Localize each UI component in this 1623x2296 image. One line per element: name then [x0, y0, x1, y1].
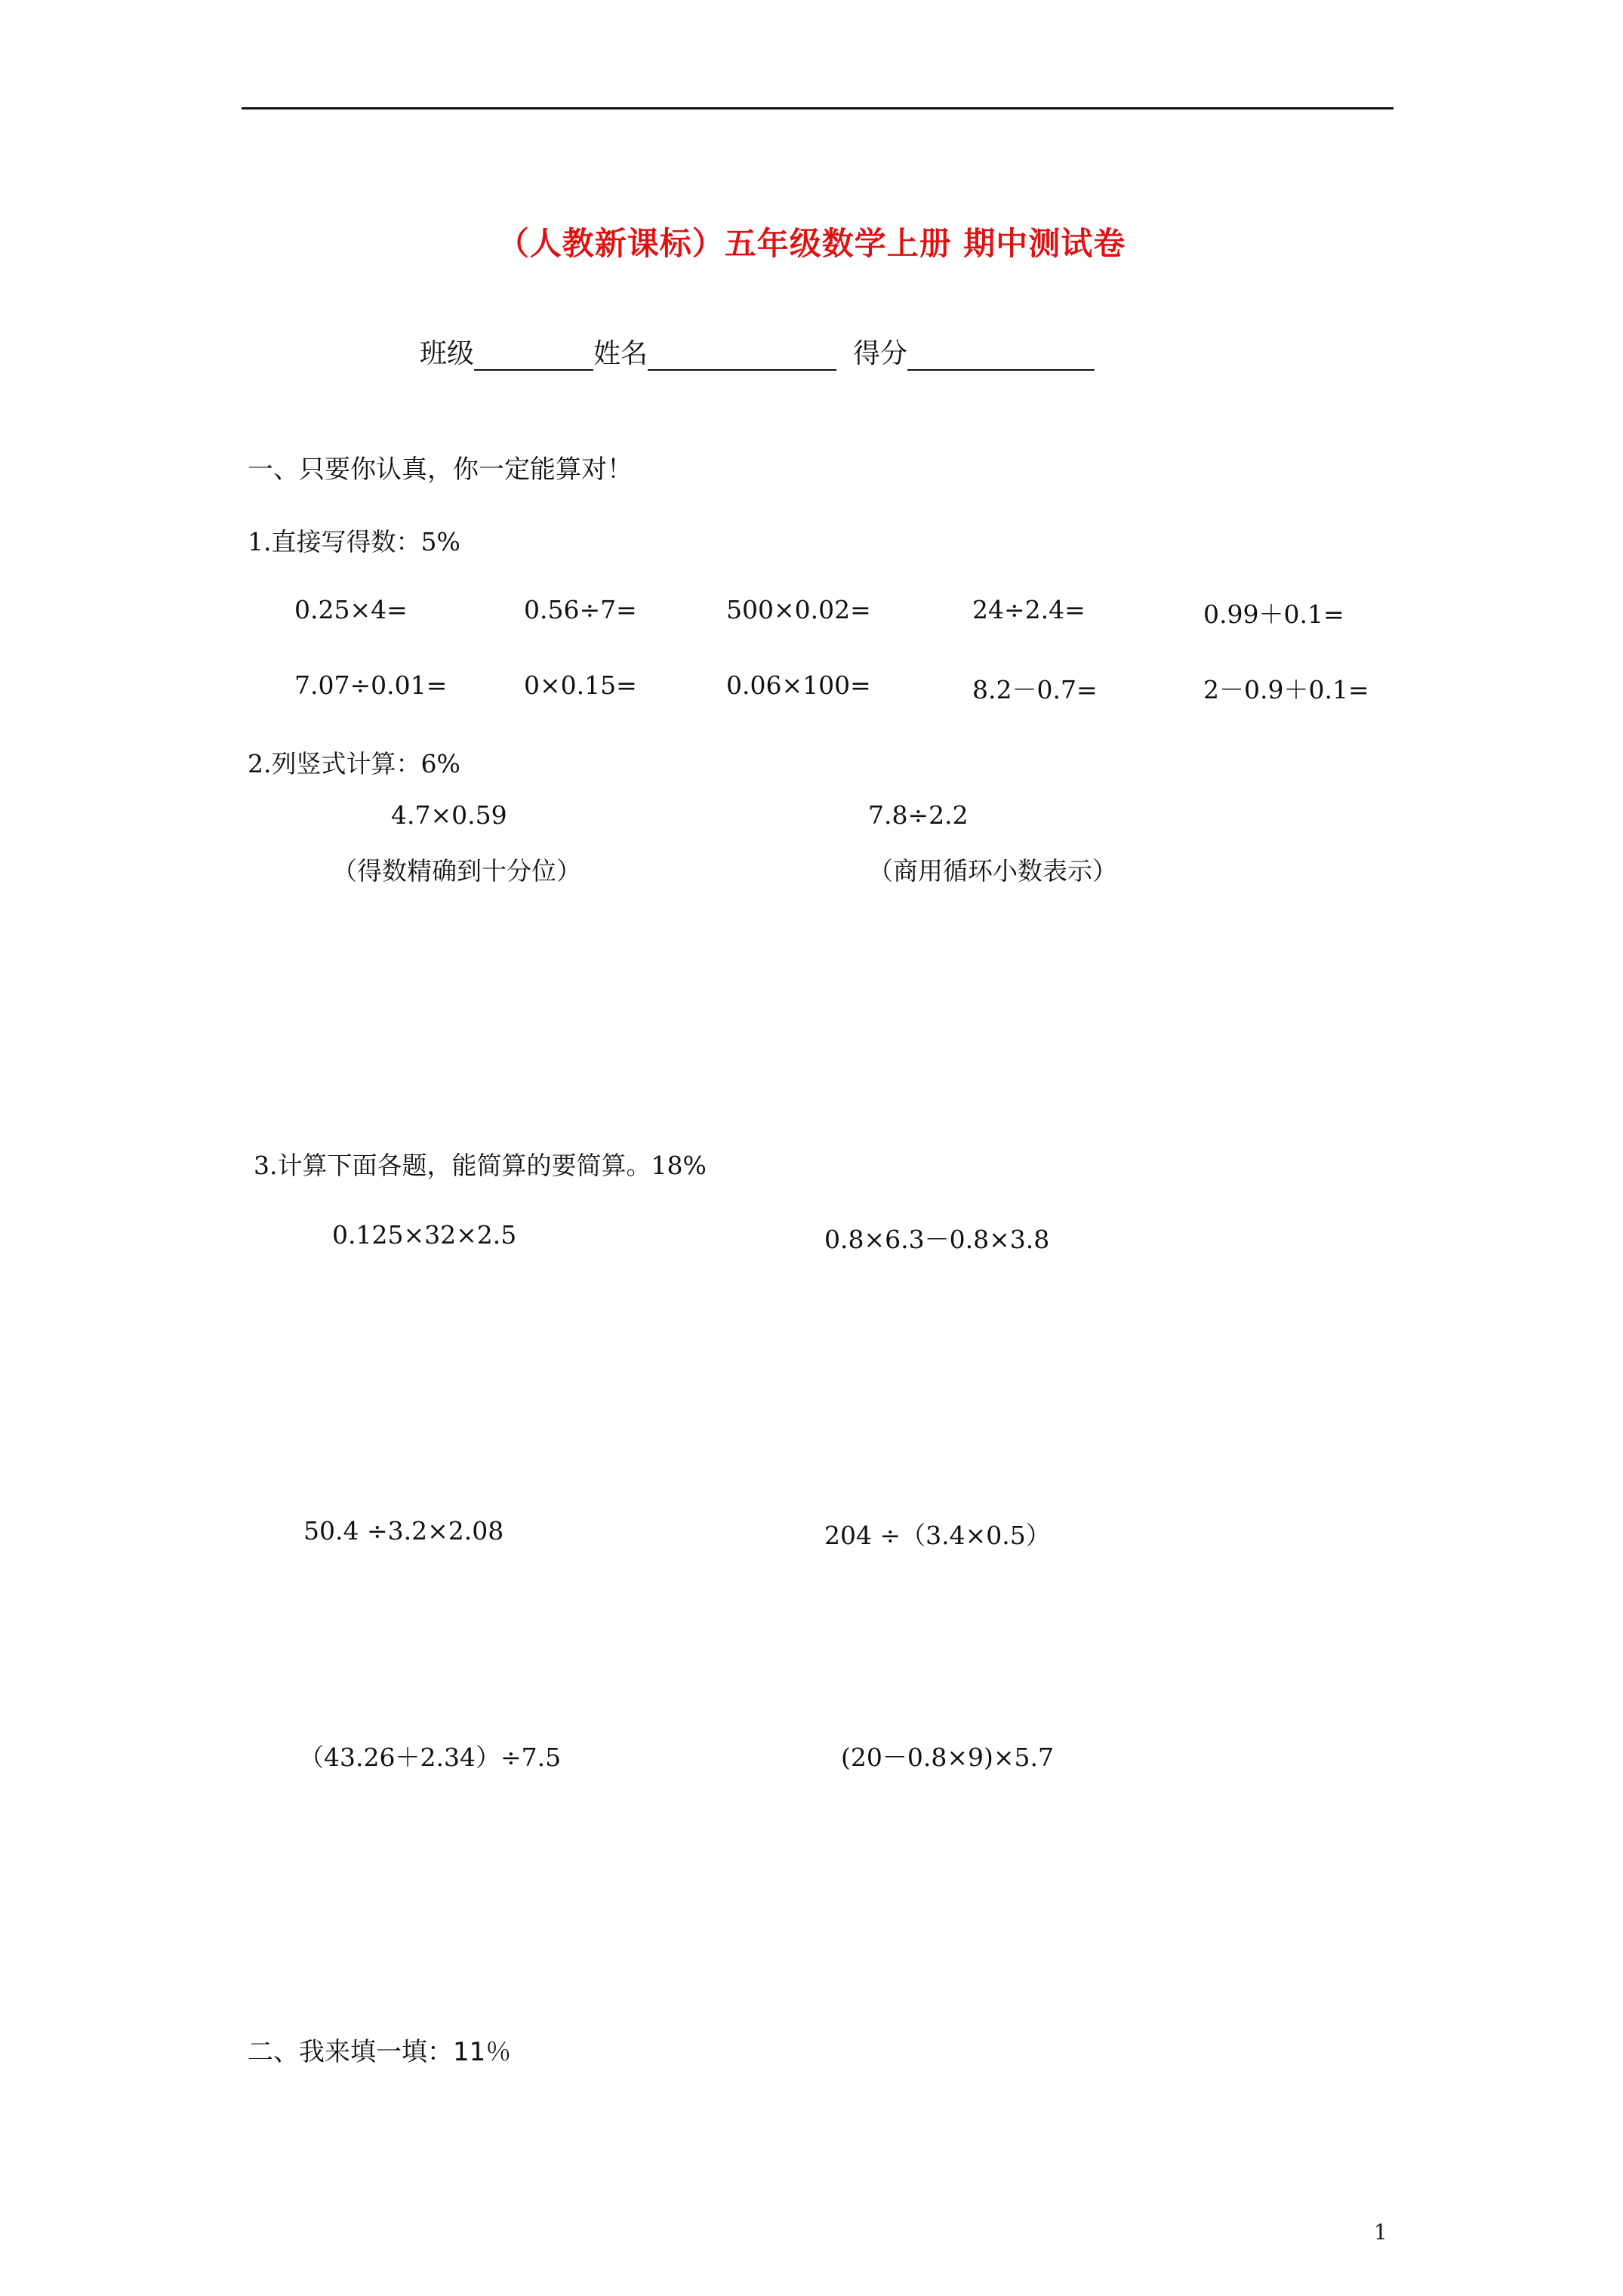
q1-item: 24÷2.4=: [972, 595, 1086, 624]
q3-item: 0.125×32×2.5: [332, 1220, 517, 1250]
name-blank[interactable]: [648, 341, 836, 371]
section2-heading: 二、我来填一填：11％: [248, 2037, 512, 2067]
header-rule: [242, 107, 1394, 109]
q3-item: 204 ÷（3.4×0.5）: [824, 1521, 1051, 1550]
q1-item: 0.06×100=: [726, 670, 871, 700]
q1-item: 0.56÷7=: [524, 595, 637, 624]
q1-item: 0×0.15=: [524, 670, 637, 700]
q2-expr: 7.8÷2.2: [868, 800, 969, 830]
score-blank[interactable]: [907, 341, 1095, 371]
page-number: 1: [1374, 2220, 1387, 2245]
document-title: （人教新课标）五年级数学上册 期中测试卷: [497, 225, 1126, 262]
q2-label: 2.列竖式计算：6%: [248, 749, 460, 778]
class-blank[interactable]: [474, 341, 593, 371]
q1-item: 8.2－0.7=: [972, 675, 1098, 704]
q2-note: （得数精确到十分位）: [332, 856, 581, 886]
q3-item: 50.4 ÷3.2×2.08: [303, 1516, 504, 1546]
q3-label: 3.计算下面各题，能简算的要简算。18%: [254, 1151, 707, 1180]
q1-item: 0.25×4=: [294, 595, 408, 624]
info-line: [420, 332, 1095, 371]
q2-expr: 4.7×0.59: [391, 800, 507, 830]
q1-item: 7.07÷0.01=: [294, 670, 448, 700]
q1-item: 0.99＋0.1=: [1203, 599, 1344, 629]
q3-item: （43.26＋2.34）÷7.5: [299, 1743, 562, 1772]
q3-item: 0.8×6.3－0.8×3.8: [824, 1225, 1050, 1254]
name-label: 姓名: [593, 338, 648, 369]
q1-item: 2－0.9＋0.1=: [1203, 675, 1369, 704]
score-label: 得分: [853, 338, 908, 369]
class-label: 班级: [420, 338, 475, 369]
q1-label: 1.直接写得数：5%: [248, 527, 460, 556]
q1-item: 500×0.02=: [726, 595, 871, 624]
q3-item: (20－0.8×9)×5.7: [841, 1743, 1054, 1772]
section1-heading: 一、只要你认真，你一定能算对！: [248, 455, 633, 485]
q2-note: （商用循环小数表示）: [868, 856, 1117, 886]
